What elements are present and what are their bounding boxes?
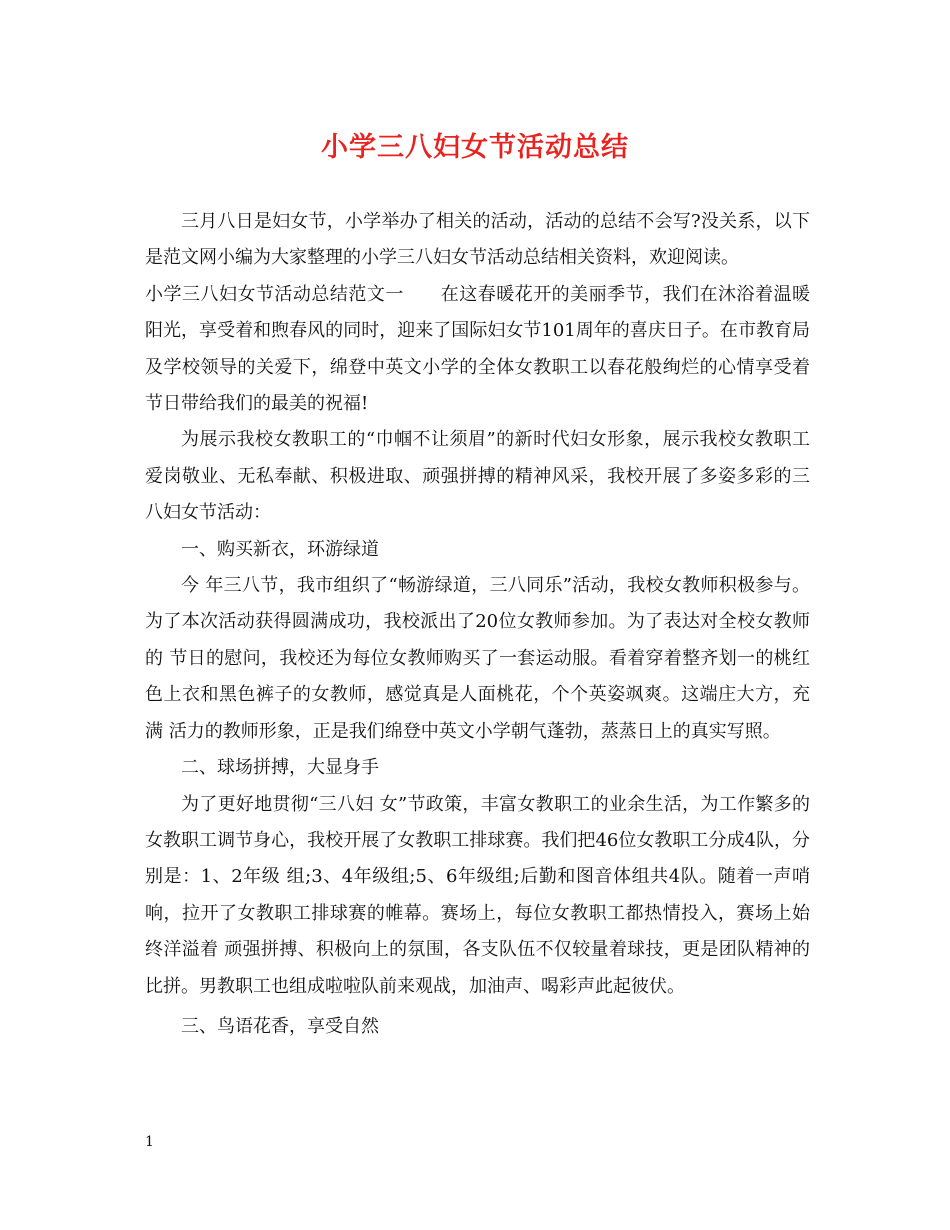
- document-title: 小学三八妇女节活动总结: [321, 132, 629, 163]
- sample-one-paragraph: 小学三八妇女节活动总结范文一 在这春暖花开的美丽季节，我们在沐浴着温暖阳光，享受着和煦春风的同时，迎来了国际妇女节101周年的喜庆日子。在市教育局及学校领导的关爱下，绵登中英文小学的全体女教职工以春花般绚烂的心情享受着节日带给我们的最美的祝福!: [145, 283, 810, 415]
- section-heading-two: 二、球场拼搏，大显身手: [181, 757, 379, 779]
- section-one-paragraph: 今 年三八节，我市组织了“畅游绿道，三八同乐”活动，我校女教师积极参与。为了本次活动获得圆满成功，我校派出了20位女教师参加。为了表达对全校女教师的 节日的慰问，我校还为每位女教师购买了一套运动服。看着穿着整齐划一的桃红色上衣和黑色裤子的女教师，感觉真是人面桃花，个个英姿飒爽。这端庄大方，充满 活力的教师形象，正是我们绵登中英文小学朝气蓬勃，蒸蒸日上的真实写照。: [145, 575, 810, 742]
- document-body: [145, 204, 810, 1045]
- section-two-paragraph: 为了更好地贯彻“三八妇 女”节政策，丰富女教职工的业余生活，为工作繁多的女教职工调节身心，我校开展了女教职工排球赛。我们把46位女教职工分成4队，分别是：1、2年级 组;3、4年级组;5、6年级组;后勤和图音体组共4队。随着一声哨响，拉开了女教职工排球赛的帷幕。赛场上，每位女教职工都热情投入，赛场上始终洋溢着 顽强拼搏、积极向上的氛围，各支队伍不仅较量着球技，更是团队精神的比拼。男教职工也组成啦啦队前来观战，加油声、喝彩声此起彼伏。: [145, 793, 810, 997]
- intro-paragraph: 三月八日是妇女节，小学举办了相关的活动，活动的总结不会写?没关系，以下是范文网小编为大家整理的小学三八妇女节活动总结相关资料，欢迎阅读。: [145, 211, 810, 269]
- section-heading-three: 三、鸟语花香，享受自然: [181, 1015, 379, 1037]
- section-heading-one: 一、购买新衣，环游绿道: [181, 538, 379, 560]
- activities-overview-paragraph: 为展示我校女教职工的“巾帼不让须眉”的新时代妇女形象，展示我校女教职工爱岗敬业、无私奉献、积极进取、顽强拼搏的精神风采，我校开展了多姿多彩的三八妇女节活动：: [145, 429, 810, 524]
- page-number: 1: [145, 1134, 154, 1150]
